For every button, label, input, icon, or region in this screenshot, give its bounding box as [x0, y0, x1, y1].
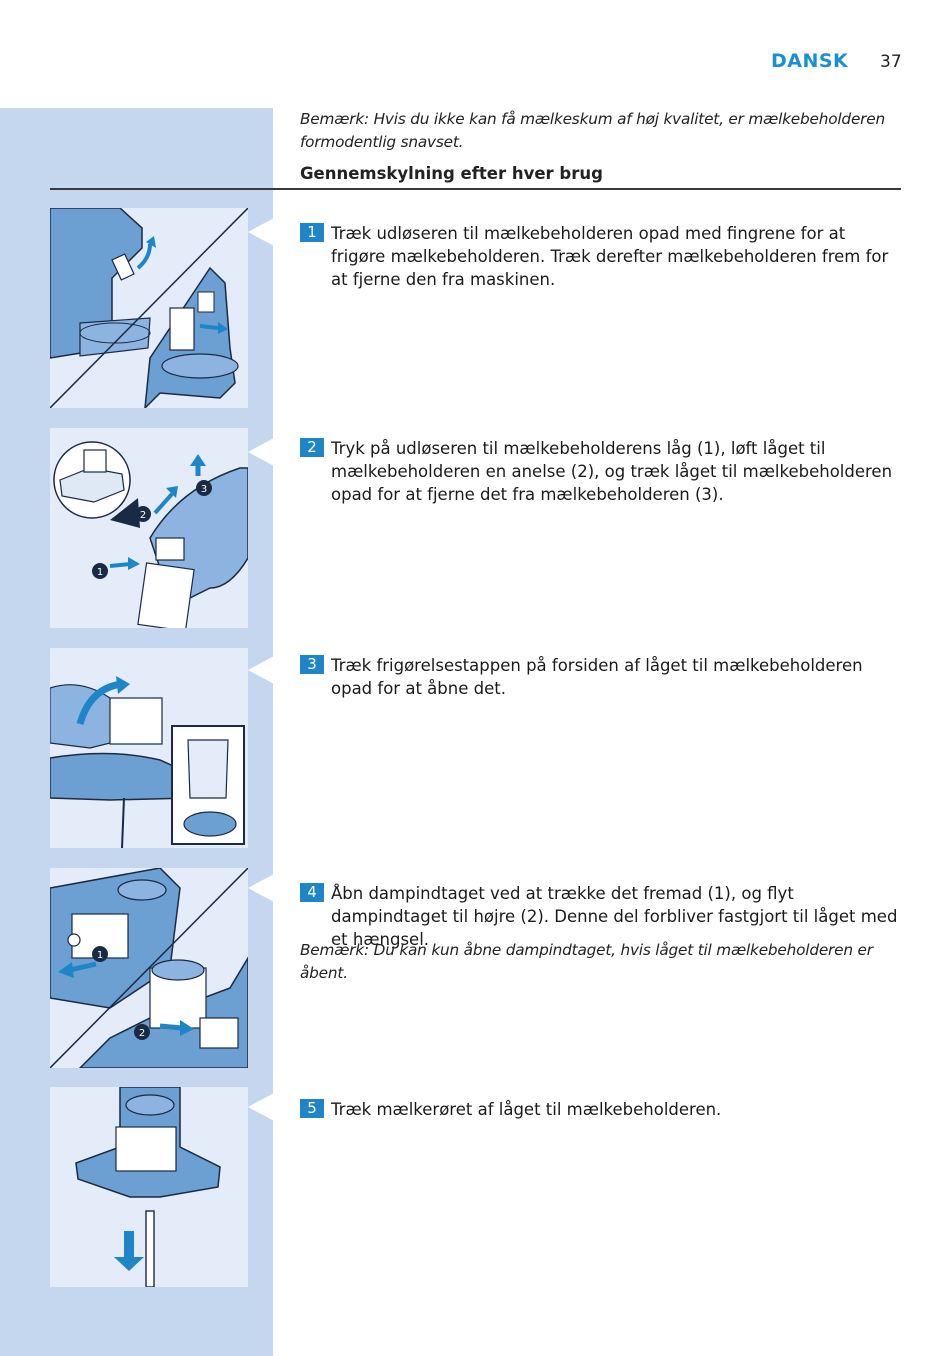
step-number: 5 [300, 1099, 324, 1118]
step-text: Tryk på udløseren til mælkebeholderens låg (1), løft låget til mælkebeholderen en anelse (2), og træk låget til mælkebeholderen opad for at fjerne det fra mælkebeholderen (3). [331, 439, 893, 504]
callout-1: 1 [96, 567, 104, 578]
step-text: Træk mælkerøret af låget til mælkebeholderen. [331, 1100, 722, 1119]
step-text: Åbn dampindtaget ved at trække det fremad (1), og flyt dampindtaget til højre (2). Denne del forbliver fastgjort til låget med et hængsel. [331, 884, 898, 949]
step-number: 2 [300, 438, 324, 457]
page-number: 37 [880, 52, 902, 72]
step-3 [300, 654, 904, 700]
step-text: Træk frigørelsestappen på forsiden af låget til mælkebeholderen opad for at åbne det. [331, 656, 863, 698]
step-1 [300, 222, 904, 291]
step-4-note [300, 939, 900, 984]
illustration-pointer [248, 1093, 274, 1121]
remove-lid-illustration [50, 428, 248, 628]
illustration-pointer [248, 656, 274, 684]
step-5 [300, 1098, 904, 1121]
section-title: Gennemskylning efter hver brug [300, 164, 603, 183]
callout-1: 1 [96, 950, 104, 961]
step-number: 3 [300, 655, 324, 674]
illustration-step-1 [50, 208, 248, 408]
remove-milk-tube-illustration [50, 1087, 248, 1287]
step-number: 1 [300, 223, 324, 242]
step-number: 4 [300, 883, 324, 902]
illustration-step-4 [50, 868, 248, 1068]
section-divider [50, 188, 901, 190]
note-label: Bemærk: [300, 941, 369, 959]
illustration-step-3 [50, 648, 248, 848]
illustration-pointer [248, 438, 274, 466]
illustration-step-5 [50, 1087, 248, 1287]
step-2 [300, 437, 904, 506]
note-text: Du kan kun åbne dampindtaget, hvis låget til mælkebeholderen er åbent. [300, 941, 873, 982]
illustration-pointer [248, 218, 274, 246]
callout-2: 2 [139, 510, 147, 521]
step-text: Træk udløseren til mælkebeholderen opad med fingrene for at frigøre mælkebeholderen. Træk derefter mælkebeholderen frem for at fjerne den fra maskinen. [331, 224, 889, 289]
callout-2: 2 [138, 1028, 146, 1039]
illustration-pointer [248, 874, 274, 902]
open-steam-inlet-illustration [50, 868, 248, 1068]
language-label: DANSK [771, 50, 849, 72]
illustration-step-2 [50, 428, 248, 628]
callout-3: 3 [200, 484, 208, 495]
note-text: Hvis du ikke kan få mælkeskum af høj kvalitet, er mælkebeholderen formodentlig snavset. [300, 110, 885, 151]
intro-note [300, 108, 900, 153]
note-label: Bemærk: [300, 110, 369, 128]
remove-milk-container-illustration [50, 208, 248, 408]
open-lid-illustration [50, 648, 248, 848]
